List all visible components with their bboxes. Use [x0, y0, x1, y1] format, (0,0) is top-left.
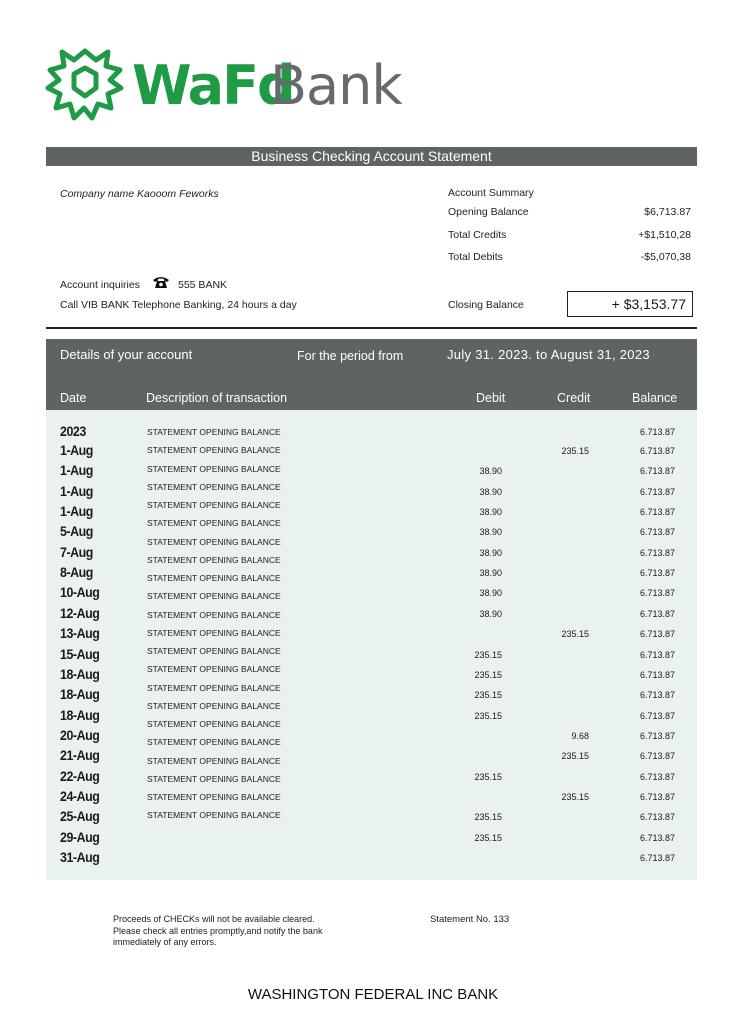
col-credit: Credit: [557, 391, 591, 405]
divider: [46, 327, 697, 329]
row-debit: 235.15: [474, 690, 502, 701]
company-name: Company name Kaooom Feworks: [60, 188, 219, 200]
opening-balance-value: $6,713.87: [644, 206, 691, 218]
row-description: STATEMENT OPENING BALANCE: [147, 591, 281, 602]
row-description: STATEMENT OPENING BALANCE: [147, 463, 281, 474]
row-balance: 6.713.87: [639, 446, 675, 456]
row-description: STATEMENT OPENING BALANCE: [147, 500, 281, 510]
row-date: 8-Aug: [60, 565, 93, 581]
row-credit: 9.68: [571, 730, 589, 741]
row-date: 1-Aug: [60, 504, 93, 520]
row-balance: 6.713.87: [639, 427, 675, 437]
statement-number: Statement No. 133: [430, 914, 510, 925]
row-date: 24-Aug: [60, 788, 100, 804]
row-balance: 6.713.87: [639, 649, 675, 660]
row-balance: 6.713.87: [639, 710, 675, 721]
row-date: 12-Aug: [60, 605, 100, 621]
bank-name: WASHINGTON FEDERAL INC BANK: [247, 986, 499, 1003]
year-label: 2023: [60, 424, 86, 439]
row-description: STATEMENT OPENING BALANCE: [147, 518, 281, 529]
footer-note: Proceeds of CHECKs will not be available cleared. Please check all entries promptly,and notify the bank immediately of any errors.: [113, 914, 323, 947]
row-debit: 235.15: [474, 771, 502, 782]
row-debit: 235.15: [474, 812, 502, 823]
row-balance: 6.713.87: [639, 669, 675, 680]
row-credit: 235.15: [561, 446, 589, 456]
row-balance: 6.713.87: [639, 771, 675, 782]
row-description: STATEMENT OPENING BALANCE: [147, 554, 281, 565]
row-debit: 235.15: [474, 649, 502, 660]
total-debits-value: -$5,070,38: [640, 251, 691, 263]
transactions-table: [46, 410, 697, 880]
row-debit: 38.90: [479, 466, 502, 477]
row-balance: 6.713.87: [639, 832, 675, 843]
total-credits-value: +$1,510,28: [638, 229, 691, 241]
row-date: 1-Aug: [60, 483, 93, 499]
row-balance: 6.713.87: [639, 568, 675, 579]
closing-balance-label: Closing Balance: [448, 299, 524, 311]
statement-title: Business Checking Account Statement: [46, 147, 697, 166]
details-header: [46, 339, 697, 410]
row-description: STATEMENT OPENING BALANCE: [147, 737, 281, 748]
row-debit: 235.15: [474, 669, 502, 680]
row-description: STATEMENT OPENING BALANCE: [147, 573, 281, 583]
row-debit: 38.90: [479, 568, 502, 579]
row-credit: 235.15: [561, 629, 589, 640]
row-date: 18-Aug: [60, 687, 100, 703]
row-date: 15-Aug: [60, 646, 100, 662]
row-balance: 6.713.87: [639, 486, 675, 497]
row-description: STATEMENT OPENING BALANCE: [147, 646, 281, 656]
row-date: 13-Aug: [60, 626, 100, 642]
row-debit: 38.90: [479, 608, 502, 619]
period-value: July 31. 2023. to August 31, 2023: [447, 347, 650, 362]
row-debit: 235.15: [474, 832, 502, 843]
row-description: STATEMENT OPENING BALANCE: [147, 536, 281, 547]
row-date: 22-Aug: [60, 768, 100, 784]
row-debit: 38.90: [479, 527, 502, 538]
telephone-icon: [152, 275, 170, 289]
row-balance: 6.713.87: [639, 588, 675, 599]
row-description: STATEMENT OPENING BALANCE: [147, 627, 281, 638]
col-date: Date: [60, 391, 87, 405]
row-debit: 38.90: [479, 486, 502, 497]
period-label: For the period from: [297, 349, 404, 363]
row-description: STATEMENT OPENING BALANCE: [147, 609, 281, 620]
row-balance: 6.713.87: [639, 812, 675, 823]
row-date: 5-Aug: [60, 524, 93, 540]
telephone-banking-note: Call VIB BANK Telephone Banking, 24 hours a day: [60, 299, 297, 311]
row-description: STATEMENT OPENING BALANCE: [147, 427, 281, 437]
logo-bank-text: Bank: [270, 54, 402, 117]
row-credit: 235.15: [561, 791, 589, 802]
col-description: Description of transaction: [146, 391, 288, 405]
row-date: 20-Aug: [60, 727, 100, 743]
row-debit: 38.90: [479, 588, 502, 599]
row-credit: 235.15: [561, 751, 589, 762]
row-date: 29-Aug: [60, 829, 100, 845]
row-description: STATEMENT OPENING BALANCE: [147, 792, 281, 802]
closing-balance-value: + $3,153.77: [567, 291, 693, 317]
row-description: STATEMENT OPENING BALANCE: [147, 682, 281, 693]
row-date: 7-Aug: [60, 544, 93, 560]
row-balance: 6.713.87: [639, 466, 675, 477]
row-date: 25-Aug: [60, 809, 100, 825]
row-balance: 6.713.87: [639, 853, 675, 863]
row-debit: 235.15: [474, 710, 502, 721]
row-description: STATEMENT OPENING BALANCE: [147, 755, 281, 766]
phone-number: 555 BANK: [178, 279, 228, 291]
row-date: 1-Aug: [60, 463, 93, 479]
row-description: STATEMENT OPENING BALANCE: [147, 773, 281, 784]
row-description: STATEMENT OPENING BALANCE: [147, 664, 281, 675]
row-description: STATEMENT OPENING BALANCE: [147, 719, 281, 729]
details-heading: Details of your account: [60, 347, 193, 362]
opening-balance-label: Opening Balance: [448, 206, 529, 218]
row-date: 18-Aug: [60, 707, 100, 723]
row-balance: 6.713.87: [639, 690, 675, 701]
row-description: STATEMENT OPENING BALANCE: [147, 481, 281, 492]
row-balance: 6.713.87: [639, 527, 675, 538]
row-date: 18-Aug: [60, 666, 100, 682]
row-description: STATEMENT OPENING BALANCE: [147, 445, 281, 456]
row-balance: 6.713.87: [639, 507, 675, 518]
row-date: 1-Aug: [60, 443, 93, 458]
row-balance: 6.713.87: [639, 751, 675, 762]
total-credits-label: Total Credits: [448, 229, 507, 241]
row-date: 10-Aug: [60, 585, 100, 601]
summary-heading: Account Summary: [448, 187, 534, 199]
row-description: STATEMENT OPENING BALANCE: [147, 700, 281, 711]
col-balance: Balance: [632, 391, 678, 405]
row-balance: 6.713.87: [639, 730, 675, 741]
col-debit: Debit: [476, 391, 506, 405]
row-date: 31-Aug: [60, 850, 100, 865]
wafd-logo-icon: [44, 46, 126, 126]
row-balance: 6.713.87: [639, 791, 675, 802]
logo-wafd-text: WaFd: [132, 54, 294, 117]
row-balance: 6.713.87: [639, 629, 675, 640]
row-debit: 38.90: [479, 507, 502, 518]
total-debits-label: Total Debits: [448, 251, 503, 263]
row-description: STATEMENT OPENING BALANCE: [147, 810, 281, 821]
row-balance: 6.713.87: [639, 608, 675, 619]
row-debit: 38.90: [479, 547, 502, 558]
account-inquiries-label: Account inquiries: [60, 279, 140, 291]
row-date: 21-Aug: [60, 748, 100, 764]
row-balance: 6.713.87: [639, 547, 675, 558]
